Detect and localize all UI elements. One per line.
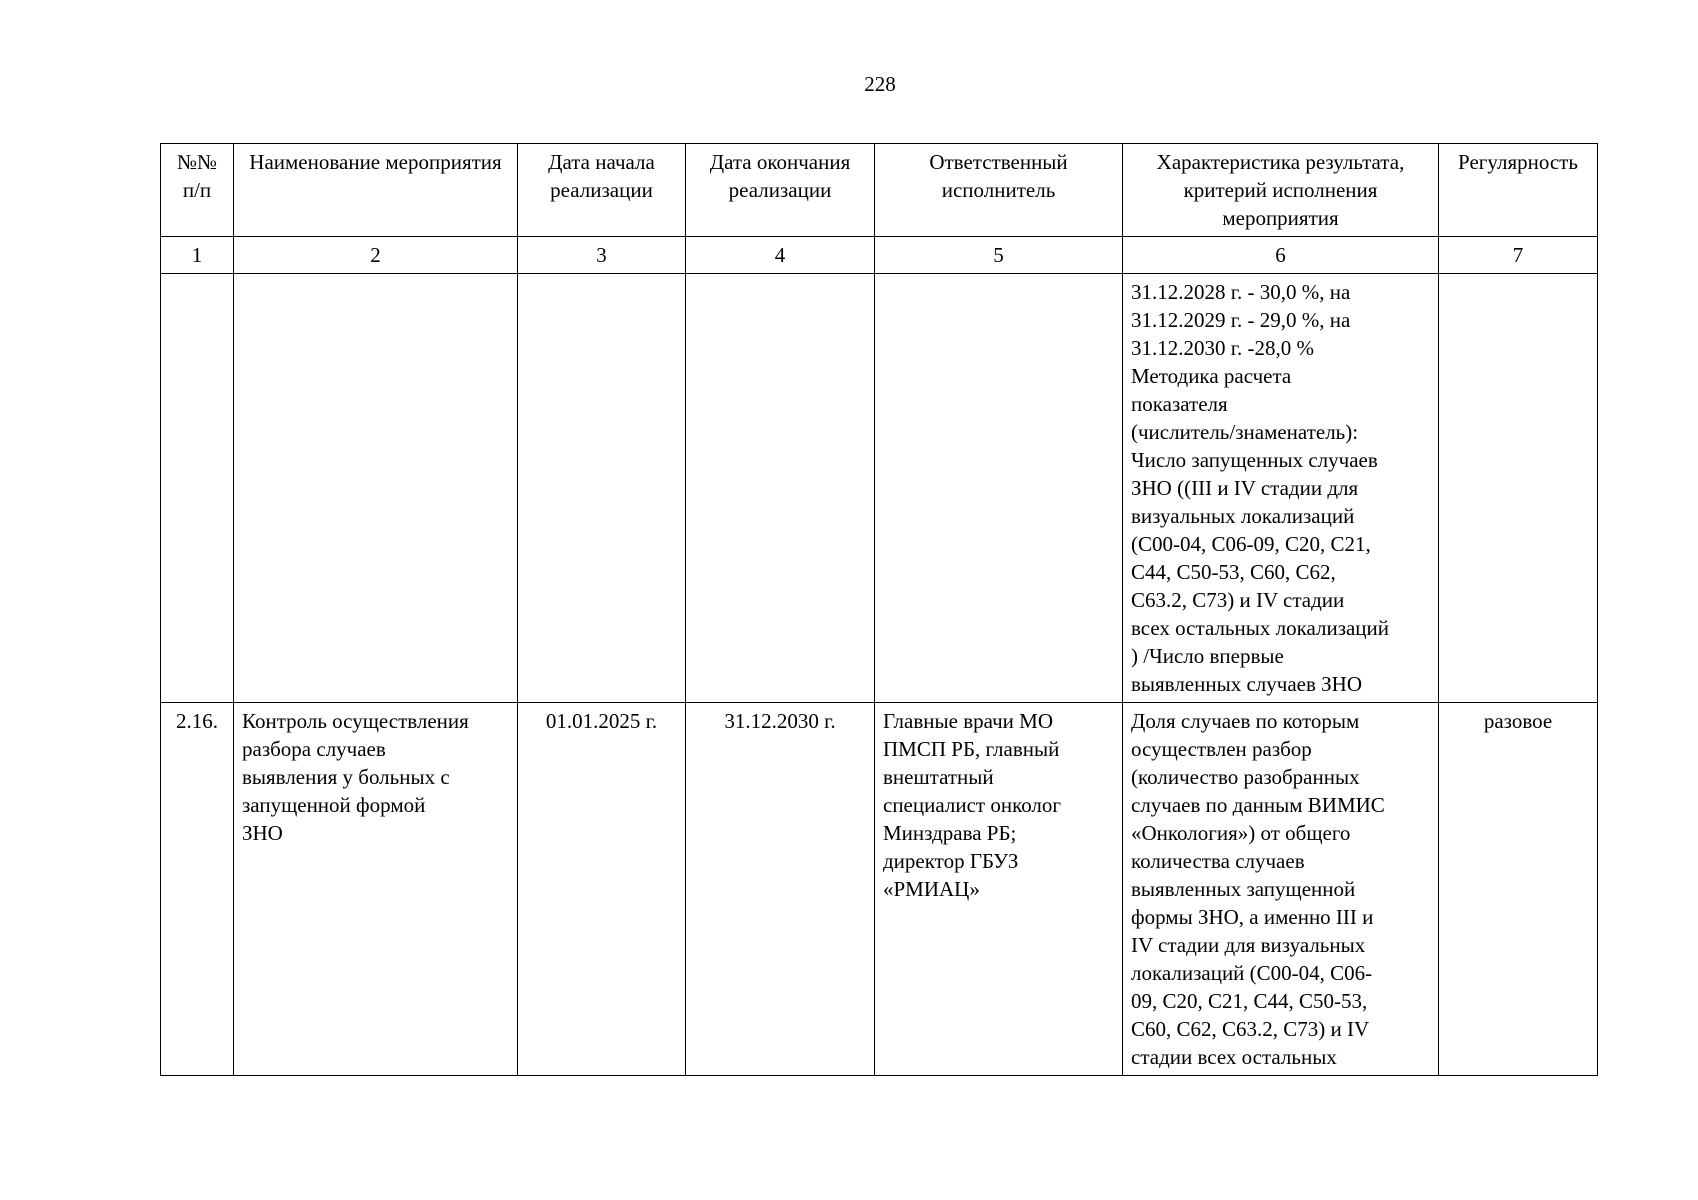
- empty-cell: [686, 274, 875, 703]
- result-cell: [1123, 703, 1439, 1076]
- text-line: С44, С50-53, С60, С62,: [1131, 560, 1336, 584]
- text-line: 31.12.2028 г. - 30,0 %, на: [1131, 280, 1351, 304]
- table-row-2-16: [161, 703, 1598, 1076]
- header-executor: Ответственный исполнитель: [875, 144, 1123, 237]
- regularity-cell: разовое: [1439, 703, 1598, 1076]
- empty-cell: [518, 274, 686, 703]
- text-line: С63.2, С73) и IV стадии: [1131, 588, 1345, 612]
- text-line: количества случаев: [1131, 849, 1305, 873]
- header-result: Характеристика результата, критерий исполнения мероприятия: [1123, 144, 1439, 237]
- text-line: формы ЗНО, а именно III и: [1131, 905, 1374, 929]
- empty-cell: [1439, 274, 1598, 703]
- text-line: ПМСП РБ, главный: [883, 737, 1060, 761]
- text-line: Главные врачи МО: [883, 709, 1053, 733]
- text-line: локализаций (С00-04, С06-: [1131, 961, 1373, 985]
- text-line: разбора случаев: [242, 737, 386, 761]
- text-line: Контроль осуществления: [242, 709, 469, 733]
- end-date-cell: 31.12.2030 г.: [686, 703, 875, 1076]
- start-date-cell: 01.01.2025 г.: [518, 703, 686, 1076]
- text-line: внештатный: [883, 765, 994, 789]
- text-line: директор ГБУЗ: [883, 849, 1019, 873]
- text-line: 31.12.2030 г. -28,0 %: [1131, 336, 1314, 360]
- empty-cell: [875, 274, 1123, 703]
- text-line: С60, С62, С63.2, С73) и IV: [1131, 1017, 1370, 1041]
- column-number: 7: [1439, 237, 1598, 274]
- column-number: 2: [234, 237, 518, 274]
- text-line: 31.12.2029 г. - 29,0 %, на: [1131, 308, 1351, 332]
- executor-cell: [875, 703, 1123, 1076]
- header-start-date: Дата начала реализации: [518, 144, 686, 237]
- column-number: 4: [686, 237, 875, 274]
- text-line: выявленных запущенной: [1131, 877, 1356, 901]
- text-line: (числитель/знаменатель):: [1131, 420, 1359, 444]
- text-line: Минздрава РБ;: [883, 821, 1017, 845]
- text-line: Доля случаев по которым: [1131, 709, 1360, 733]
- text-line: «РМИАЦ»: [883, 877, 980, 901]
- text-line: Методика расчета: [1131, 364, 1292, 388]
- text-line: (количество разобранных: [1131, 765, 1360, 789]
- table-header-row: [161, 144, 1598, 237]
- column-number: 5: [875, 237, 1123, 274]
- header-activity-name: Наименование мероприятия: [234, 144, 518, 237]
- column-number: 6: [1123, 237, 1439, 274]
- column-number: 3: [518, 237, 686, 274]
- header-regularity: Регулярность: [1439, 144, 1598, 237]
- text-line: Число запущенных случаев: [1131, 448, 1378, 472]
- text-line: выявленных случаев ЗНО: [1131, 672, 1362, 696]
- text-line: «Онкология») от общего: [1131, 821, 1351, 845]
- text-line: показателя: [1131, 392, 1228, 416]
- text-line: ЗНО ((III и IV стадии для: [1131, 476, 1359, 500]
- result-continuation-cell: [1123, 274, 1439, 703]
- empty-cell: [161, 274, 234, 703]
- text-line: специалист онколог: [883, 793, 1062, 817]
- text-line: ЗНО: [242, 821, 283, 845]
- column-number-row: [161, 237, 1598, 274]
- text-line: осуществлен разбор: [1131, 737, 1312, 761]
- activities-table: [160, 143, 1598, 1076]
- activity-name-cell: [234, 703, 518, 1076]
- text-line: случаев по данным ВИМИС: [1131, 793, 1385, 817]
- text-line: 09, С20, С21, С44, С50-53,: [1131, 989, 1368, 1013]
- page-number: 228: [864, 72, 896, 96]
- text-line: всех остальных локализаций: [1131, 616, 1390, 640]
- text-line: ) /Число впервые: [1131, 644, 1284, 668]
- header-end-date: Дата окончания реализации: [686, 144, 875, 237]
- table-row-continuation: [161, 274, 1598, 703]
- column-number: 1: [161, 237, 234, 274]
- text-line: (С00-04, С06-09, С20, С21,: [1131, 532, 1371, 556]
- header-number: №№ п/п: [161, 144, 234, 237]
- text-line: запущенной формой: [242, 793, 426, 817]
- empty-cell: [234, 274, 518, 703]
- text-line: выявления у больных с: [242, 765, 450, 789]
- text-line: стадии всех остальных: [1131, 1045, 1337, 1069]
- text-line: IV стадии для визуальных: [1131, 933, 1366, 957]
- row-number: 2.16.: [161, 703, 234, 1076]
- text-line: визуальных локализаций: [1131, 504, 1355, 528]
